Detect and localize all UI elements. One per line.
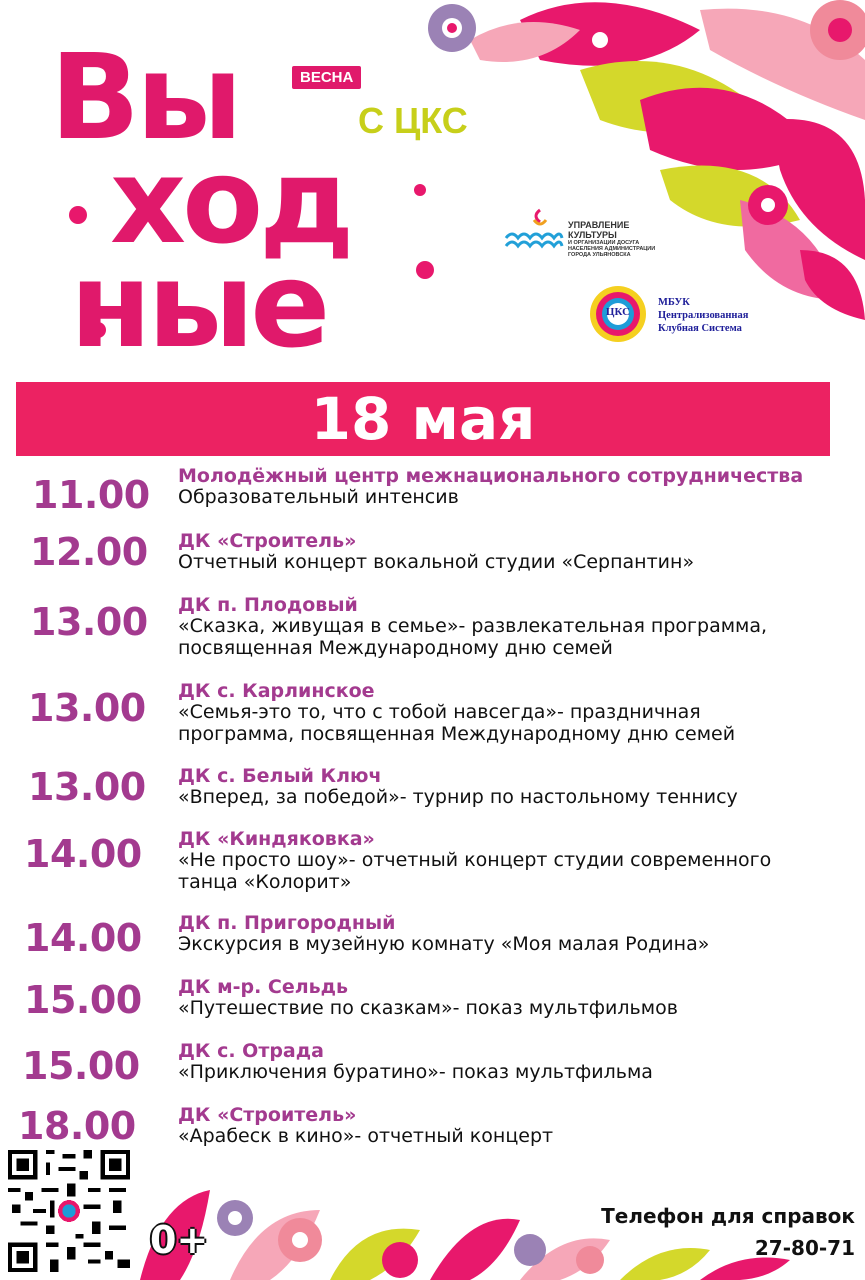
mbuk-logo: [588, 284, 768, 344]
event-time: 15.00: [24, 978, 142, 1022]
age-rating: 0+: [150, 1218, 209, 1262]
season-badge: ВЕСНА: [292, 66, 361, 89]
poster-title: [50, 28, 450, 374]
event-venue: ДК п. Плодовый: [178, 594, 358, 616]
event-time: 13.00: [30, 600, 148, 644]
culture-department-logo: [502, 206, 672, 256]
event-venue: Молодёжный центр межнационального сотрудничества: [178, 465, 804, 487]
event-time: 13.00: [28, 686, 146, 730]
title-line-2: ход: [110, 132, 351, 270]
event-time: 11.00: [32, 473, 150, 517]
poster-subtitle: С ЦКС: [358, 100, 468, 141]
event-description: Экскурсия в музейную комнату «Моя малая Родина»: [178, 933, 710, 955]
event-description: «Арабеск в кино»- отчетный концерт: [178, 1125, 554, 1147]
event-venue: ДК с. Белый Ключ: [178, 765, 382, 787]
event-venue: ДК с. Отрада: [178, 1040, 324, 1062]
event-description: «Не просто шоу»- отчетный концерт студии современного танца «Колорит»: [178, 849, 772, 893]
qr-code-icon: [8, 1150, 130, 1272]
event-description: Отчетный концерт вокальной студии «Серпантин»: [178, 551, 695, 573]
event-description: «Приключения буратино»- показ мультфильма: [178, 1061, 653, 1083]
event-description: «Вперед, за победой»- турнир по настольному теннису: [178, 786, 738, 808]
title-line-3: ные: [70, 236, 327, 374]
event-time: 13.00: [28, 765, 146, 809]
event-venue: ДК с. Карлинское: [178, 680, 375, 702]
phone-number[interactable]: 27-80-71: [754, 1236, 855, 1260]
event-description: «Семья-это то, что с тобой навсегда»- праздничная программа, посвященная Международному дню семей: [178, 701, 736, 745]
event-time: 12.00: [30, 530, 148, 574]
event-time: 14.00: [24, 832, 142, 876]
event-venue: ДК м-р. Сельдь: [178, 976, 349, 998]
mbuk-name: МБУК Централизованная Клубная Система: [658, 297, 749, 334]
event-description: Образовательный интенсив: [178, 486, 459, 508]
title-line-1: Вы: [50, 28, 239, 166]
phone-label: Телефон для справок: [601, 1204, 855, 1228]
date-banner: [16, 382, 830, 456]
event-venue: ДК «Киндяковка»: [178, 828, 375, 850]
waves-icon: [502, 206, 564, 256]
event-date: 18 мая: [310, 385, 536, 453]
event-time: 15.00: [22, 1044, 140, 1088]
event-venue: ДК «Строитель»: [178, 530, 357, 552]
event-venue: ДК «Строитель»: [178, 1104, 357, 1126]
event-description: «Путешествие по сказкам»- показ мультфильмов: [178, 997, 678, 1019]
qr-code[interactable]: [8, 1150, 130, 1272]
event-description: «Сказка, живущая в семье»- развлекательная программа, посвященная Международному дню семей: [178, 615, 768, 659]
event-time: 18.00: [18, 1104, 136, 1148]
event-venue: ДК п. Пригородный: [178, 912, 396, 934]
event-time: 14.00: [24, 916, 142, 960]
cks-emblem-text: ЦКС: [605, 306, 631, 318]
culture-department-name: УПРАВЛЕНИЕ КУЛЬТУРЫ И ОРГАНИЗАЦИИ ДОСУГА НАСЕЛЕНИЯ АДМИНИСТРАЦИИ ГОРОДА УЛЬЯНОВСКА: [568, 220, 656, 258]
